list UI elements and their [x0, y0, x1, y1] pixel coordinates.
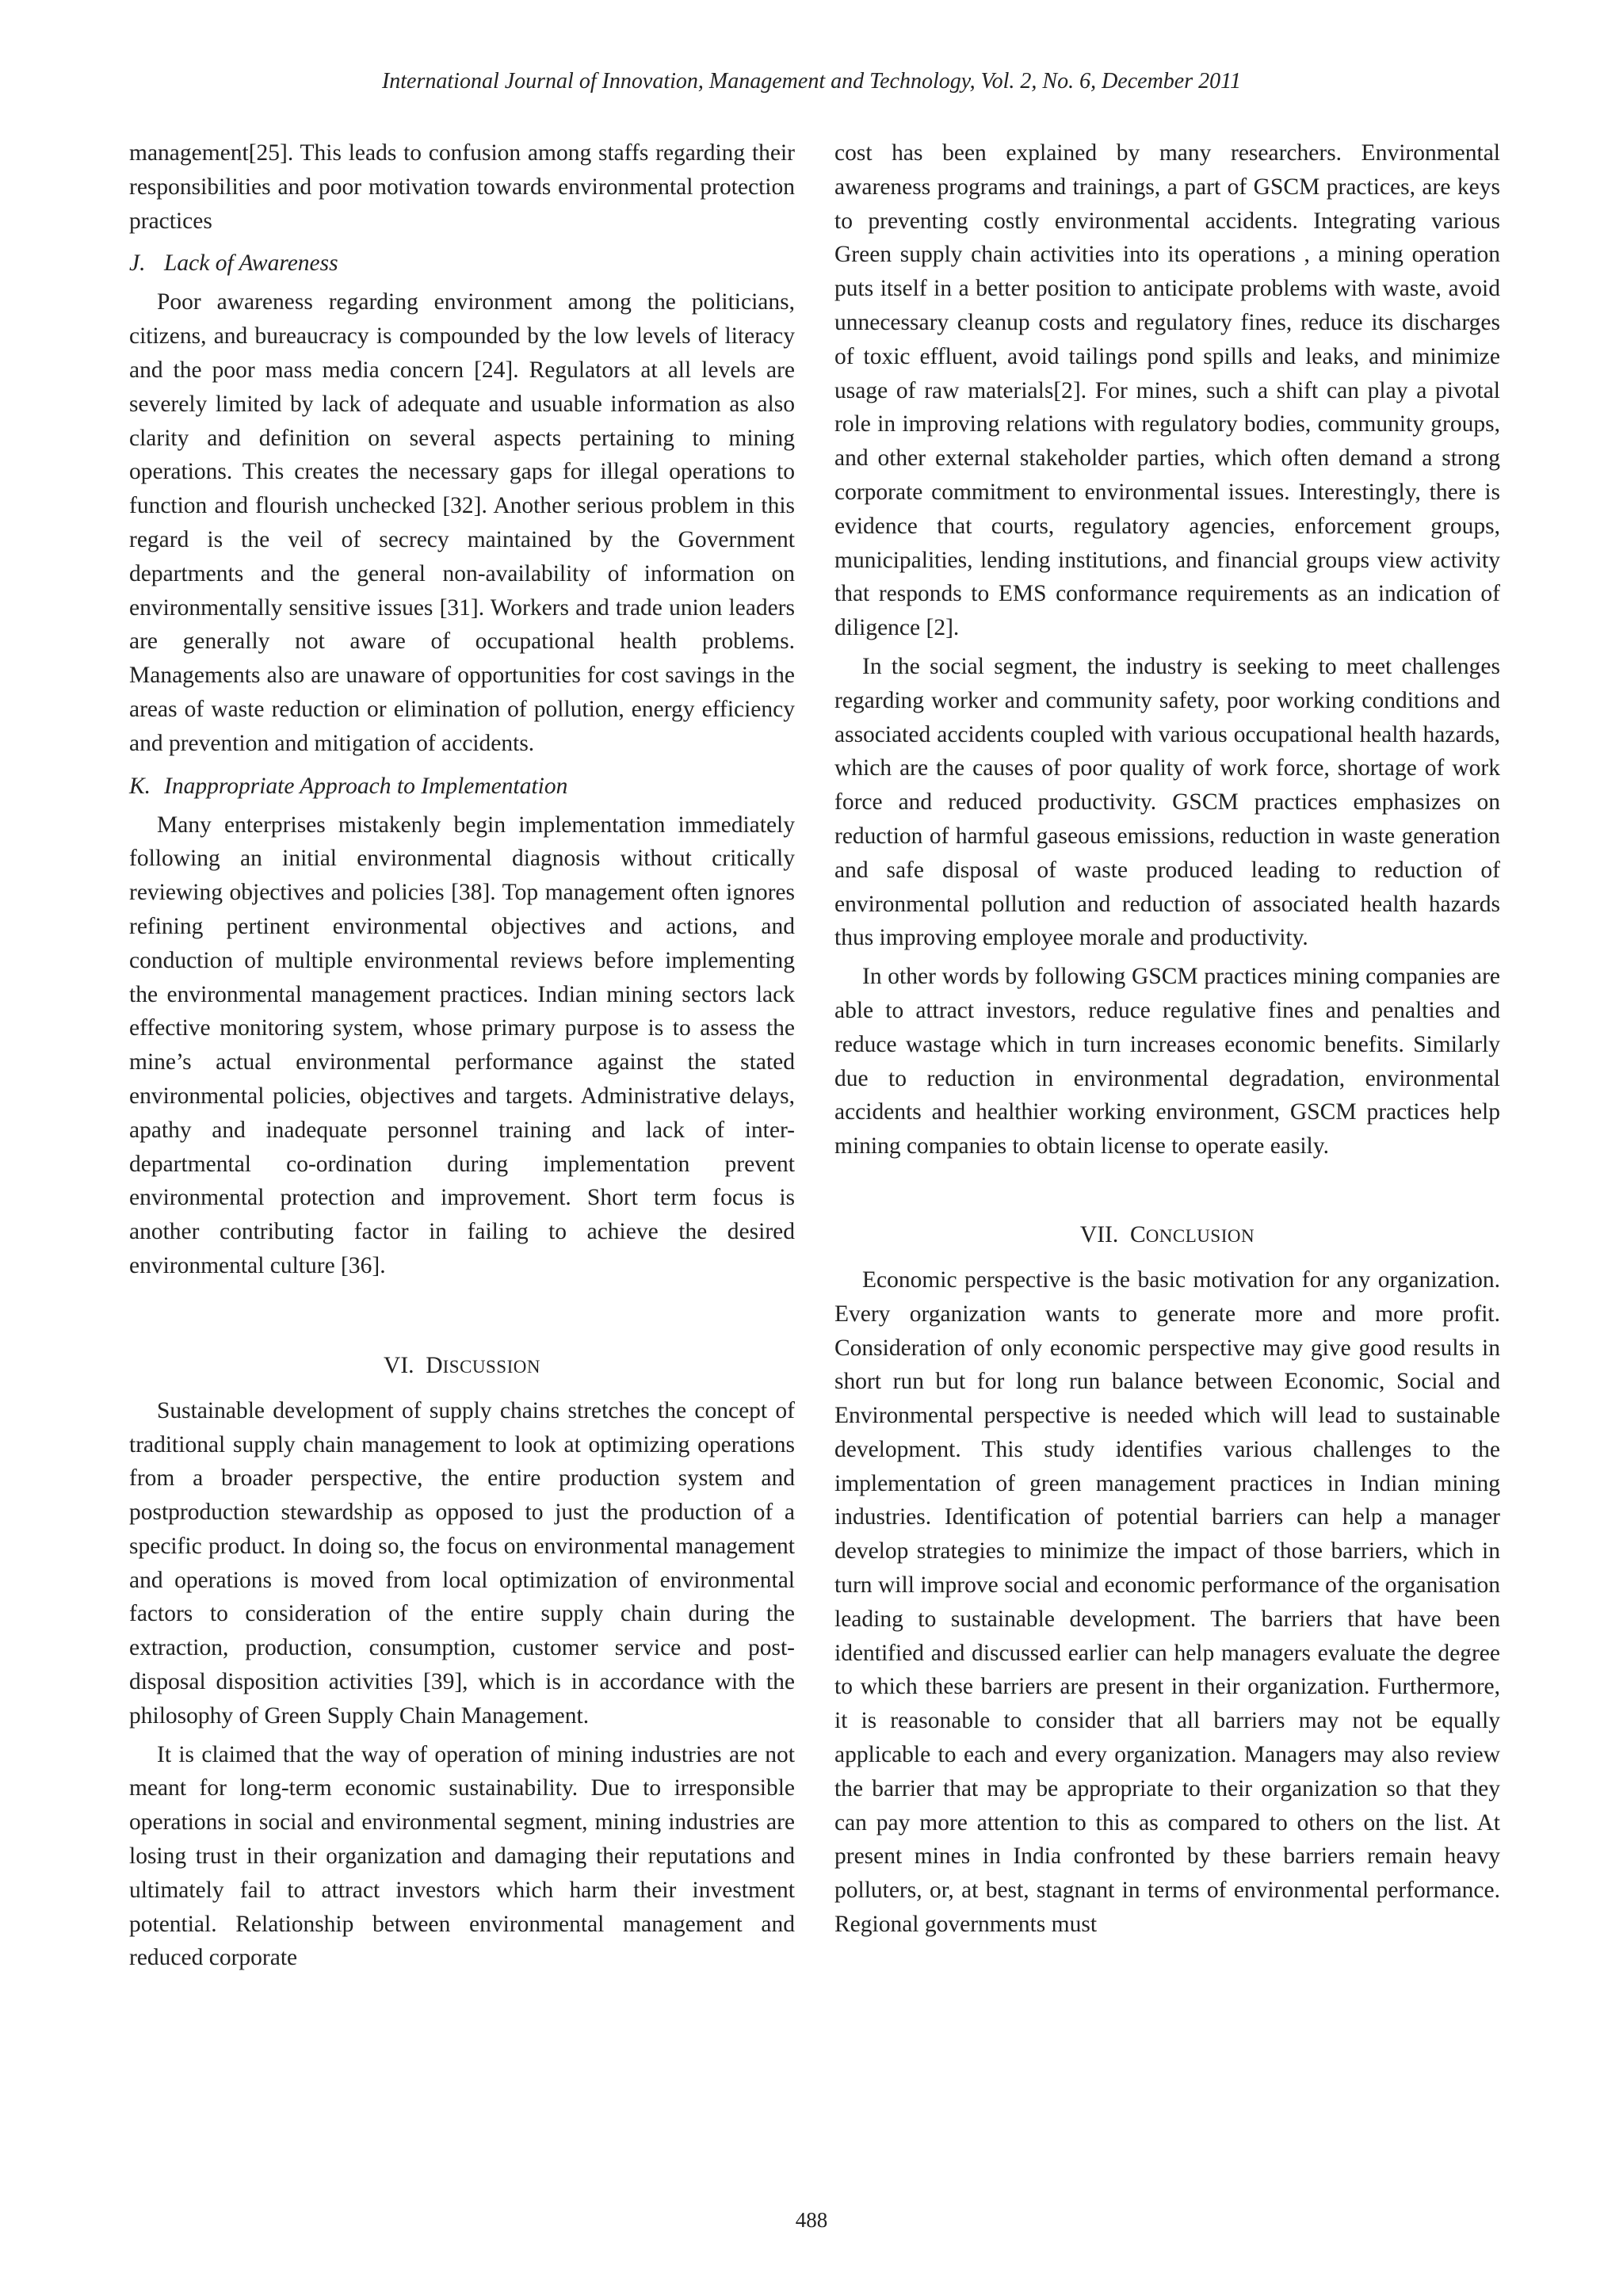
subsection-title: Lack of Awareness — [164, 250, 338, 277]
paragraph-other-words: In other words by following GSCM practices mining companies are able to attract investors, reduce regulative fines and penalties and reduce wastage which in turn increases economic benefits. Similarly due to reduction in environmental degradation, environmental accidents and healthier working environment, GSCM practices help mining companies to obtain license to operate easily. — [834, 964, 1500, 1159]
paragraph-lack-of-awareness: Poor awareness regarding environment among the politicians, citizens, and bureaucracy is compounded by the low levels of literacy and the poor mass media concern [24]. Regulators at all levels are severely limited by lack of adequate and usuable information as also clarity and definition on several aspects pertaining to mining operations. This creates the necessary gaps for illegal operations to function and flourish unchecked [32]. Another serious problem in this regard is the veil of secrecy maintained by the Government departments and the general non-availability of information on environmentally sensitive issues [31]. Workers and trade union leaders are generally not aware of occupational health problems. Managements also are unaware of opportunities for cost savings in the areas of waste reduction or elimination of pollution, energy efficiency and prevention and mitigation of accidents. — [129, 289, 795, 756]
subsection-heading-j — [129, 247, 795, 279]
intro-paragraph: management[25]. This leads to confusion among staffs regarding their responsibilities and poor motivation towards environmental protection practices — [129, 140, 795, 234]
subsection-heading-k — [129, 770, 795, 802]
right-column — [834, 136, 1500, 1942]
section-number: VI. — [384, 1352, 414, 1378]
continuation-paragraph: cost has been explained by many researchers. Environmental awareness programs and trainings, a part of GSCM practices, are keys to preventing costly environmental accidents. Integrating various Green supply chain activities into its operations , a mining operation puts itself in a better position to anticipate problems with waste, avoid unnecessary cleanup costs and regulatory fines, reduce its discharges of toxic effluent, avoid tailings pond spills and leaks, and minimize usage of raw materials[2]. For mines, such a shift can play a pivotal role in improving relations with regulatory bodies, community groups, and other external stakeholder parties, which often demand a strong corporate commitment to environmental issues. Interestingly, there is evidence that courts, regulatory agencies, enforcement groups, municipalities, lending institutions, and financial groups view activity that responds to EMS conformance requirements as an indication of diligence [2]. — [834, 140, 1500, 641]
subsection-letter: J. — [129, 250, 146, 277]
paragraph-social-segment: In the social segment, the industry is seeking to meet challenges regarding worker and community safety, poor working conditions and associated accidents coupled with various occupational health hazards, which are the causes of poor quality of work force, shortage of work force and reduced productivity. GSCM practices emphasizes on reduction of harmful gaseous emissions, reduction in waste generation and safe disposal of waste produced leading to reduction of environmental pollution and reduction of associated health hazards thus improving employee morale and productivity. — [834, 653, 1500, 951]
subsection-title: Inappropriate Approach to Implementation — [164, 773, 568, 799]
section-title-rest: ISCUSSION — [442, 1356, 540, 1377]
paragraph-discussion-1: Sustainable development of supply chains stretches the concept of traditional supply chain management to look at optimizing operations from a broader perspective, the entire production system and postproduction stewardship as opposed to just the production of a specific product. In doing so, the focus on environmental management and operations is moved from local optimization of environmental factors to consideration of the entire supply chain during the extraction, production, consumption, customer service and post-disposal disposition activities [39], which is in accordance with the philosophy of Green Supply Chain Management. — [129, 1397, 795, 1729]
running-header: International Journal of Innovation, Management and Technology, Vol. 2, No. 6, December 2011 — [381, 69, 1242, 94]
section-title-initial: D — [426, 1352, 443, 1378]
paragraph-inappropriate-approach: Many enterprises mistakenly begin implementation immediately following an initial environmental diagnosis without critically reviewing objectives and policies [38]. Top management often ignores refining pertinent environmental objectives and actions, and conduction of multiple environmental reviews before implementing the environmental management practices. Indian mining sectors lack effective monitoring system, whose primary purpose is to assess the mine’s actual environmental performance against the stated environmental policies, objectives and targets. Administrative delays, apathy and inadequate personnel training and lack of inter-departmental co-ordination during implementation prevent environmental protection and improvement. Short term focus is another contributing factor in failing to achieve the desired environmental culture [36]. — [129, 812, 795, 1278]
section-title-initial: C — [1130, 1221, 1146, 1247]
section-title-rest: ONCLUSION — [1145, 1225, 1255, 1246]
section-heading-discussion — [129, 1350, 795, 1383]
paragraph-discussion-2: It is claimed that the way of operation of mining industries are not meant for long-term economic sustainability. Due to irresponsible operations in social and environmental segment, mining industries are losing trust in their organization and damaging their reputations and ultimately fail to attract investors which harm their investment potential. Relationship between environmental management and reduced corporate — [129, 1741, 795, 1971]
paragraph-conclusion: Economic perspective is the basic motivation for any organization. Every organization wants to generate more and more profit. Consideration of only economic perspective may give good results in short run but for long run balance between Economic, Social and Environmental perspective is needed which will lead to sustainable development. This study identifies various challenges to the implementation of green management practices in Indian mining industries. Identification of potential barriers can help a manager develop strategies to minimize the impact of those barriers, which in turn will improve social and economic performance of the organisation leading to sustainable development. The barriers that have been identified and discussed earlier can help managers evaluate the degree to which these barriers are present in their organization. Furthermore, it is reasonable to consider that all barriers may not be equally applicable to each and every organization. Managers may also review the barrier that may be appropriate to their organization so that they can pay more attention to this as compared to others on the list. At present mines in India confronted by these barriers remain heavy polluters, or, at best, stagnant in terms of environmental performance. Regional governments must — [834, 1266, 1500, 1938]
section-heading-conclusion — [834, 1219, 1500, 1252]
left-column — [129, 136, 795, 1975]
page-number: 488 — [795, 2208, 828, 2232]
subsection-letter: K. — [129, 773, 151, 799]
section-number: VII. — [1079, 1221, 1119, 1247]
